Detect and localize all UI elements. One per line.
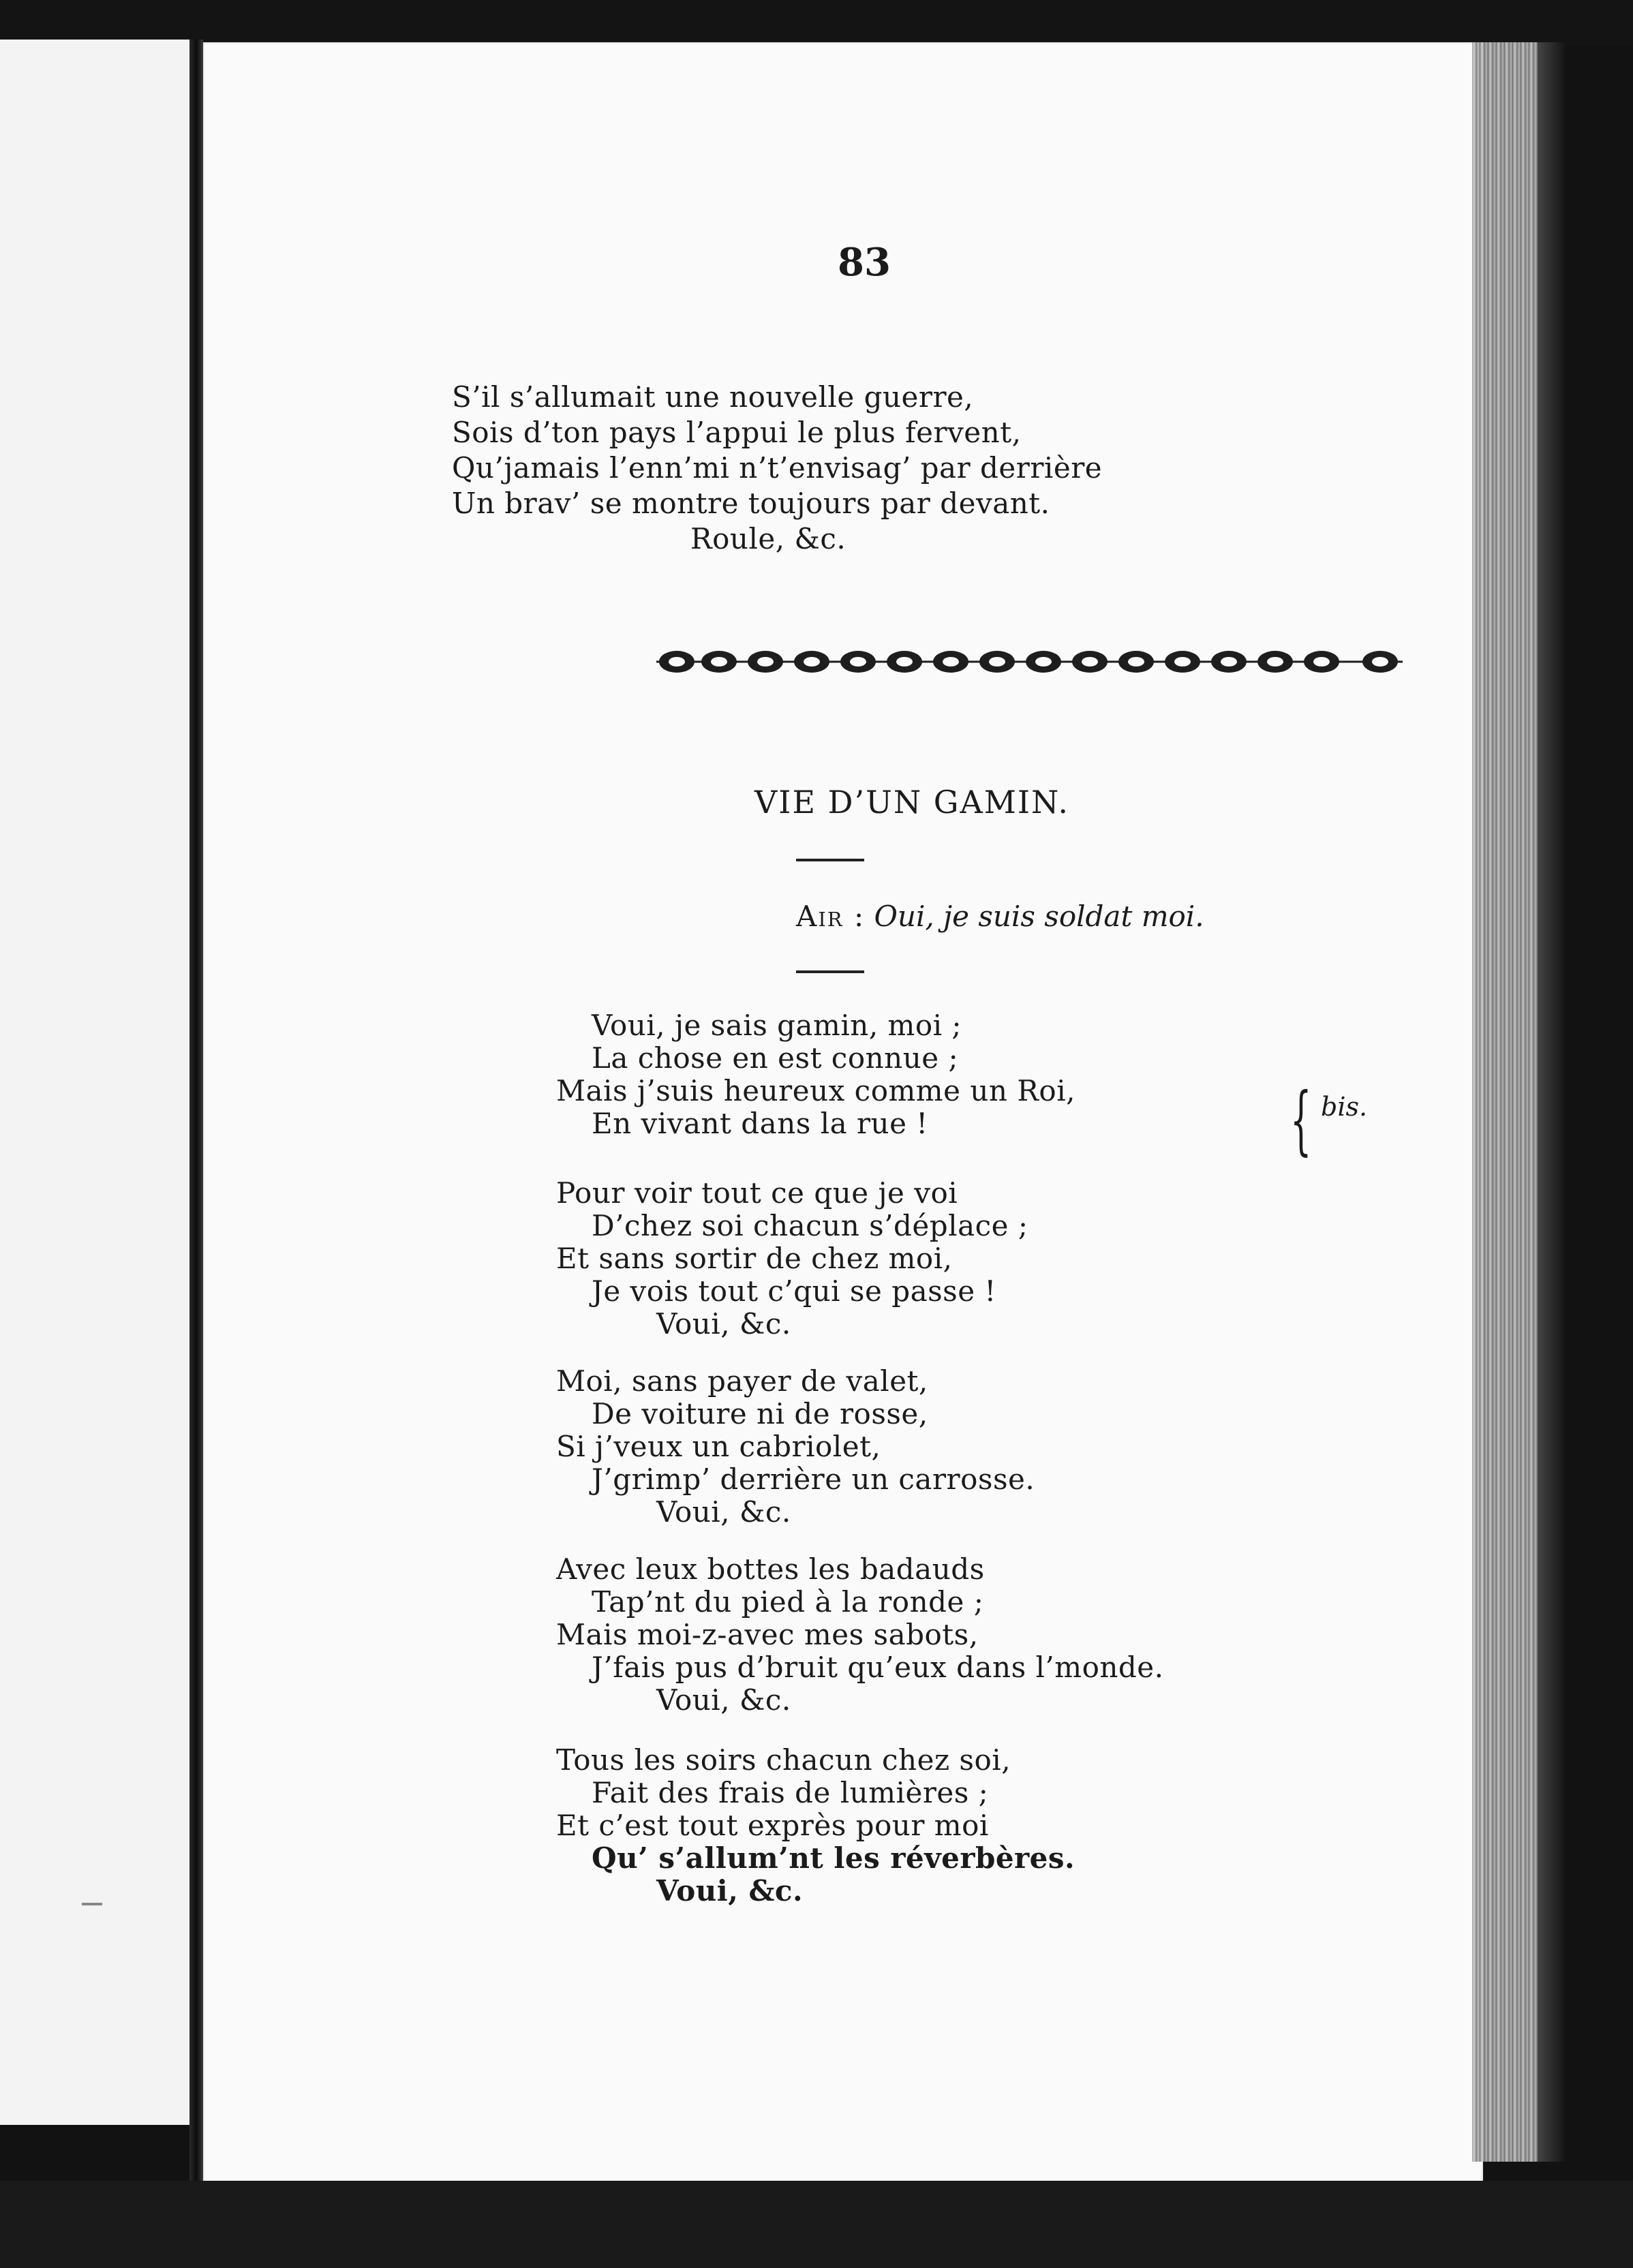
stanza-line: Et sans sortir de chez moi, bbox=[556, 1242, 953, 1275]
stanza-line: Moi, sans payer de valet, bbox=[556, 1364, 928, 1398]
stanza-line: J’grimp’ derrière un carrosse. bbox=[592, 1462, 1035, 1496]
brace-icon: { bbox=[1290, 1076, 1312, 1163]
stanza-line: Je vois tout c’qui se passe ! bbox=[592, 1274, 996, 1308]
stanza-line: Mais moi-z-avec mes sabots, bbox=[556, 1618, 979, 1651]
prev-song-line: Qu’jamais l’enn’mi n’t’envisag’ par derrière bbox=[452, 451, 1103, 485]
stanza-line: Et c’est tout exprès pour moi bbox=[556, 1809, 989, 1842]
book-page bbox=[203, 42, 1483, 2182]
stanza-refrain: Voui, &c. bbox=[656, 1683, 791, 1717]
air-tune: Oui, je suis soldat moi. bbox=[874, 900, 1204, 933]
stanza-line: Si j’veux un cabriolet, bbox=[556, 1430, 881, 1463]
stanza-line: Pour voir tout ce que je voi bbox=[556, 1176, 958, 1210]
stanza-line: De voiture ni de rosse, bbox=[592, 1397, 928, 1430]
scan-border-top bbox=[0, 0, 1633, 46]
stanza-line: Voui, je sais gamin, moi ; bbox=[592, 1009, 962, 1042]
stanza-line: En vivant dans la rue ! bbox=[592, 1107, 928, 1140]
stanza-line: La chose en est connue ; bbox=[592, 1041, 959, 1075]
air-indication bbox=[796, 900, 1204, 933]
book-gutter bbox=[189, 40, 203, 2186]
stanza-line: Avec leux bottes les badauds bbox=[556, 1552, 985, 1586]
air-label: Air : bbox=[796, 900, 866, 933]
stanza-line: Tap’nt du pied à la ronde ; bbox=[592, 1585, 984, 1619]
page-edge-shadow bbox=[1538, 42, 1565, 2162]
scan-border-bottom bbox=[0, 2181, 1633, 2268]
page-speck bbox=[82, 1903, 102, 1905]
stanza-refrain: Voui, &c. bbox=[656, 1495, 791, 1529]
page-number: 83 bbox=[838, 240, 891, 285]
page-edges bbox=[1472, 42, 1538, 2162]
stanza-refrain: Voui, &c. bbox=[656, 1874, 804, 1907]
stanza-line: J’fais pus d’bruit qu’eux dans l’monde. bbox=[592, 1651, 1164, 1684]
stanza-line: Fait des frais de lumières ; bbox=[592, 1776, 989, 1809]
stanza-line: Qu’ s’allum’nt les réverbères. bbox=[592, 1841, 1075, 1875]
title-rule bbox=[796, 859, 864, 861]
prev-song-line: Un brav’ se montre toujours par devant. bbox=[452, 487, 1050, 520]
prev-song-refrain: Roule, &c. bbox=[690, 522, 846, 555]
refrain-bis: bis. bbox=[1321, 1092, 1368, 1122]
previous-page bbox=[0, 40, 192, 2125]
prev-song-line: Sois d’ton pays l’appui le plus fervent, bbox=[452, 416, 1022, 449]
stanza-line: Tous les soirs chacun chez soi, bbox=[556, 1743, 1011, 1777]
song-title: VIE D’UN GAMIN. bbox=[754, 784, 1069, 821]
stanza-line: Mais j’suis heureux comme un Roi, bbox=[556, 1074, 1075, 1107]
prev-song-line: S’il s’allumait une nouvelle guerre, bbox=[452, 380, 974, 414]
stanza-line: D’chez soi chacun s’déplace ; bbox=[592, 1209, 1028, 1242]
ornament-divider-icon bbox=[656, 642, 1403, 681]
air-rule bbox=[796, 970, 864, 973]
stanza-refrain: Voui, &c. bbox=[656, 1307, 791, 1340]
